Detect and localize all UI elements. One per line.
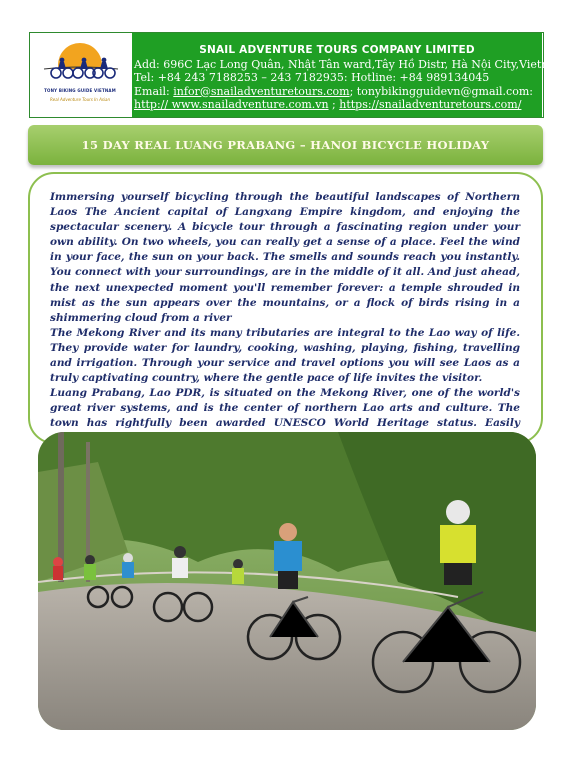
group-cycling-photo-icon bbox=[38, 432, 536, 730]
logo-text: TONY BIKING GUIDE VIETNAM bbox=[44, 88, 116, 93]
website-prefix[interactable]: http:// bbox=[134, 98, 172, 111]
company-name: SNAIL ADVENTURE TOURS COMPANY LIMITED bbox=[199, 44, 475, 56]
website-separator: ; bbox=[328, 98, 340, 111]
description-paragraph: The Mekong River and its many tributaries are integral to the Lao way of life. They provide water for laundry, cooking, washing, playing, fishing, travelling and irrigation. Through your service and travel options you will see Laos as a truly captivating country, where the gentle pace of life invites the visitor. bbox=[50, 326, 520, 385]
description-box bbox=[28, 172, 543, 444]
tour-title-banner bbox=[28, 125, 543, 165]
description-text bbox=[50, 190, 520, 444]
company-logo bbox=[34, 35, 126, 115]
company-info bbox=[132, 33, 566, 117]
email-link[interactable]: infor@snailadventuretours.com bbox=[173, 84, 350, 98]
tour-title: 15 DAY REAL LUANG PRABANG – HANOI BICYCLE HOLIDAY bbox=[81, 138, 490, 152]
logo-tagline: Real Adventure Tours In Asian bbox=[49, 97, 111, 102]
website-link[interactable]: www.snailadventure.com.vn bbox=[171, 98, 329, 111]
company-websites bbox=[132, 98, 542, 112]
cyclists-sunset-logo-icon bbox=[34, 35, 126, 90]
email-prefix: Email: bbox=[134, 84, 174, 98]
description-paragraph: Immersing yourself bicycling through the beautiful landscapes of Northern Laos The Ancient capital of Langxang Empire kingdom, and enjoying the spectacular scenery. A bicycle tour through a fascinating region under your own ability. On two wheels, you can really get a sense of a place. Feel the wind in your face, the sun on your back. The smells and sounds reach you instantly. You connect with your surroundings, are in the middle of it all. And just ahead, the next unexpected moment you'll remember forever: a temple shrouded in mist as the sun appears over the mountains, or a flock of birds rising in a shimmering cloud from a river bbox=[50, 191, 520, 324]
header bbox=[29, 32, 566, 118]
email-secondary: ; tonybikingguidevn@gmail.com: bbox=[349, 84, 533, 98]
website-link-secondary[interactable]: https://snailadventuretours.com/ bbox=[339, 98, 522, 111]
company-address: Add: 696C Lạc Long Quân, Nhật Tân ward,Tây Hồ Distr, Hà Nội City,Vietnam bbox=[134, 57, 566, 71]
group-cycling-photo bbox=[38, 432, 536, 730]
company-phone: Tel: +84 243 7188253 – 243 7182935: Hotline: +84 989134045 bbox=[134, 71, 490, 84]
company-email bbox=[132, 85, 542, 99]
description-paragraph: Luang Prabang, Lao PDR, is situated on the Mekong River, one of the world's great river systems, and is the center of northern Lao arts and culture. The town has rightfully been awarded UNESCO World Heritage status. Easily bbox=[50, 387, 520, 430]
